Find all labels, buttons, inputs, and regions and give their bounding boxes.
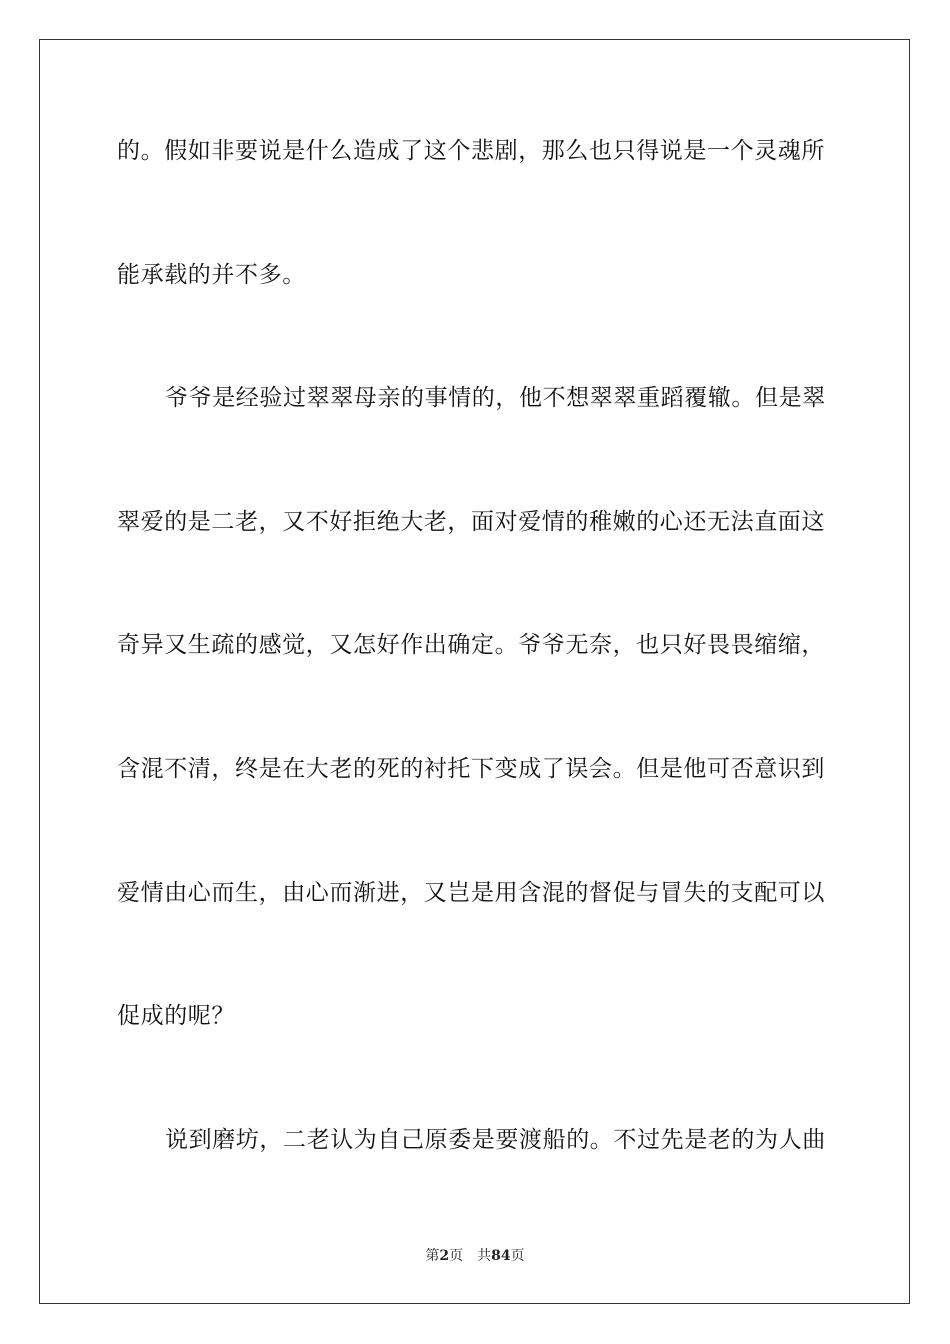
total-pages: 84 [491,1248,511,1264]
total-prefix: 共 [477,1248,492,1264]
text-line-8: 促成的呢？ [117,1003,235,1029]
text-line-5: 奇异又生疏的感觉，又怎好作出确定。爷爷无奈，也只好畏畏缩缩， [117,632,825,658]
text-line-2: 能承载的并不多。 [117,262,306,288]
page-footer [0,1247,950,1265]
total-suffix: 页 [510,1248,525,1264]
page-border [39,39,910,1304]
text-line-7: 爱情由心而生，由心而渐进，又岂是用含混的督促与冒失的支配可以 [117,880,825,906]
page-number: 2 [439,1248,450,1264]
page-prefix: 第 [425,1248,440,1264]
page-suffix: 页 [449,1248,464,1264]
text-line-3: 爷爷是经验过翠翠母亲的事情的，他不想翠翠重蹈覆辙。但是翠 [165,385,826,411]
text-line-6: 含混不清，终是在大老的死的衬托下变成了误会。但是他可否意识到 [117,756,825,782]
text-line-1: 的。假如非要说是什么造成了这个悲剧，那么也只得说是一个灵魂所 [117,138,825,164]
text-line-9: 说到磨坊，二老认为自己原委是要渡船的。不过先是老的为人曲 [165,1127,826,1153]
text-line-4: 翠爱的是二老，又不好拒绝大老，面对爱情的稚嫩的心还无法直面这 [117,509,825,535]
